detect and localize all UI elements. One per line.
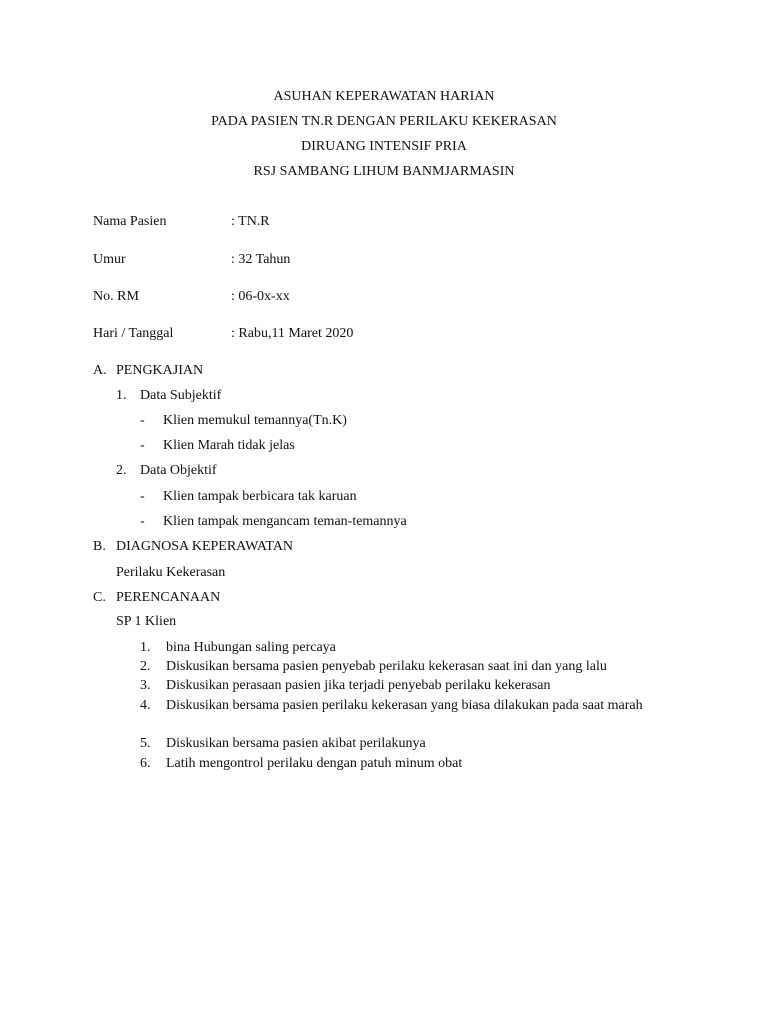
sp-subtitle: SP 1 Klien [116, 614, 177, 629]
plan-item-number: 4. [140, 698, 151, 713]
medical-record-value: : 06-0x-xx [231, 289, 290, 304]
objective-bullet-2: Klien tampak mengancam teman-temannya [163, 514, 407, 529]
subsection-2-title: Data Objektif [140, 463, 217, 478]
section-b-heading: DIAGNOSA KEPERAWATAN [116, 539, 294, 554]
diagnosis-text: Perilaku Kekerasan [116, 565, 226, 580]
patient-age-label: Umur [93, 252, 126, 267]
title-line-2: PADA PASIEN TN.R DENGAN PERILAKU KEKERASAN [211, 114, 557, 129]
plan-item-number: 1. [140, 640, 151, 655]
patient-age-value: : 32 Tahun [231, 252, 291, 267]
bullet-dash: - [140, 489, 145, 504]
plan-item-number: 2. [140, 659, 151, 674]
plan-item-number: 6. [140, 756, 151, 771]
plan-item-text: Diskusikan bersama pasien akibat perilakunya [166, 736, 426, 751]
section-c-letter: C. [93, 590, 106, 605]
medical-record-label: No. RM [93, 289, 139, 304]
subjective-bullet-1: Klien memukul temannya(Tn.K) [163, 413, 347, 428]
bullet-dash: - [140, 413, 145, 428]
section-a-letter: A. [93, 363, 107, 378]
objective-bullet-1: Klien tampak berbicara tak karuan [163, 489, 357, 504]
bullet-dash: - [140, 438, 145, 453]
subsection-1-number: 1. [116, 388, 127, 403]
subsection-1-title: Data Subjektif [140, 388, 222, 403]
title-line-4: RSJ SAMBANG LIHUM BANMJARMASIN [253, 164, 515, 179]
patient-name-label: Nama Pasien [93, 214, 167, 229]
plan-item-text: bina Hubungan saling percaya [166, 640, 336, 655]
bullet-dash: - [140, 514, 145, 529]
plan-item-text: Diskusikan perasaan pasien jika terjadi penyebab perilaku kekerasan [166, 678, 551, 693]
plan-item-number: 5. [140, 736, 151, 751]
section-a-heading: PENGKAJIAN [116, 363, 204, 378]
section-b-letter: B. [93, 539, 106, 554]
subjective-bullet-2: Klien Marah tidak jelas [163, 438, 295, 453]
title-line-1: ASUHAN KEPERAWATAN HARIAN [273, 89, 495, 104]
plan-item-text: Diskusikan bersama pasien penyebab perilaku kekerasan saat ini dan yang lalu [166, 659, 607, 674]
plan-item-number: 3. [140, 678, 151, 693]
plan-item-text: Diskusikan bersama pasien perilaku kekerasan yang biasa dilakukan pada saat marah [166, 698, 643, 713]
date-value: : Rabu,11 Maret 2020 [231, 326, 354, 341]
title-line-3: DIRUANG INTENSIF PRIA [301, 139, 467, 154]
patient-name-value: : TN.R [231, 214, 270, 229]
plan-item-text: Latih mengontrol perilaku dengan patuh minum obat [166, 756, 463, 771]
date-label: Hari / Tanggal [93, 326, 174, 341]
section-c-heading: PERENCANAAN [116, 590, 221, 605]
subsection-2-number: 2. [116, 463, 127, 478]
